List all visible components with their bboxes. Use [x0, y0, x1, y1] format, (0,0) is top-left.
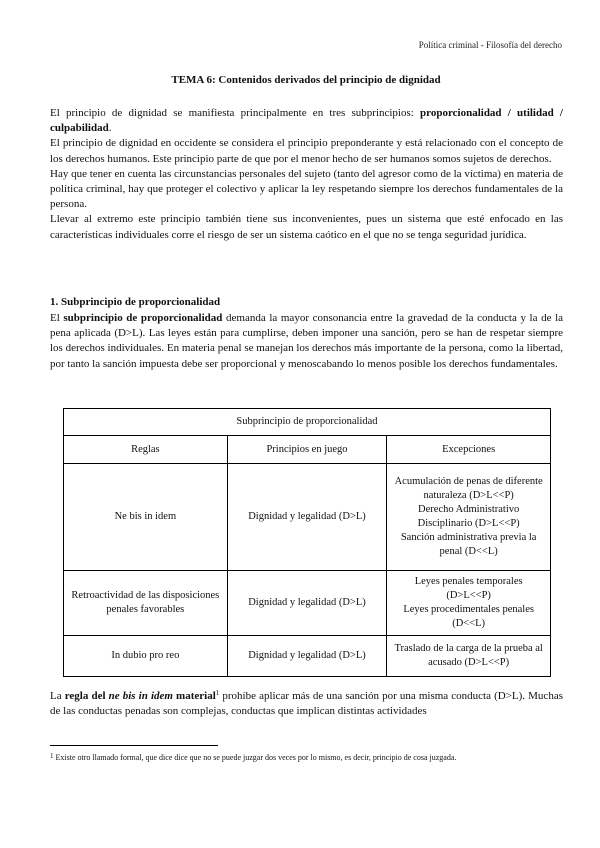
- table-row: [64, 571, 551, 636]
- table-cell-regla: Ne bis in idem: [64, 464, 228, 571]
- page-title: TEMA 6: Contenidos derivados del principio de dignidad: [171, 74, 441, 86]
- exception-item: Leyes penales temporales (D>L<<P): [414, 576, 523, 601]
- running-header: Política criminal - Filosofía del derecho: [418, 40, 562, 50]
- footnote-mark: 1: [50, 752, 54, 760]
- section-para-rest: demanda la mayor consonancia entre la gravedad de la conducta y la de la pena aplicada (D>L). Las leyes están para cumplirse, deben imponer una sanción, pero se han de respetar siempre los derechos individuales. En materia penal se manejan los derechos más importante de la persona, como la libertad, por tanto la sanción impuesta debe ser proporcional y menoscabando lo menos posible los derechos fundamentales.: [50, 312, 564, 370]
- ne-bis-in-idem-text: [50, 689, 563, 719]
- ne-bis-in-idem-paragraph: [50, 689, 563, 719]
- section-heading: 1. Subprincipio de proporcionalidad: [50, 296, 221, 308]
- section-paragraph: [50, 311, 563, 372]
- footnote-reference[interactable]: 1: [215, 689, 220, 697]
- table-header-excepciones: Excepciones: [387, 436, 551, 464]
- exception-item: Acumulación de penas de diferente naturaleza (D>L<<P): [394, 476, 543, 501]
- intro-p1-end: .: [108, 122, 112, 135]
- table-cell-regla: In dubio pro reo: [64, 636, 228, 677]
- intro-p1-bold: proporcionalidad / utilidad / culpabilidad: [50, 107, 563, 135]
- final-rest: prohíbe aplicar más de una sanción por una misma conducta (D>L). Muchas de las conductas penadas son complejas, conductas que implican distintas actividades: [50, 690, 563, 718]
- table-cell-excepciones: [387, 464, 551, 571]
- exception-item: Derecho Administrativo Disciplinario (D>L<<P): [417, 504, 520, 529]
- exception-item: Sanción administrativa previa la penal (D<<L): [400, 532, 537, 557]
- intro-section: [50, 106, 563, 243]
- final-italic: ne bis in idem: [108, 690, 173, 702]
- exception-item: Leyes procedimentales penales (D<<L): [403, 604, 534, 629]
- table-header-reglas: Reglas: [64, 436, 228, 464]
- intro-paragraph-4: Llevar al extremo este principio también tiene sus inconvenientes, pues un sistema que esté enfocado en las características individuales corre el riesgo de ser un sistema caótico en el que no se tenga seguridad jurídica.: [50, 213, 563, 241]
- section-para-bold: subprincipio de proporcionalidad: [63, 312, 223, 324]
- intro-p1-text: El principio de dignidad se manifiesta principalmente en tres subprincipios:: [50, 107, 421, 119]
- intro-paragraph-1: [50, 106, 563, 136]
- intro-paragraph-2: El principio de dignidad en occidente se considera el principio preponderante y está relacionado con el concepto de los derechos humanos. Este principio parte de que por el menor hecho de ser humanos somos sujetos de derechos.: [50, 137, 563, 165]
- table-cell-principios: Dignidad y legalidad (D>L): [227, 464, 387, 571]
- table-caption: Subprincipio de proporcionalidad: [64, 409, 551, 436]
- section-para-start: El: [50, 312, 64, 324]
- table-cell-excepciones: [387, 571, 551, 636]
- table-row: [64, 636, 551, 677]
- final-bold-1: regla del: [64, 690, 109, 702]
- intro-paragraph-3: Hay que tener en cuenta las circunstancias personales del sujeto (tanto del agresor como de la víctima) en materia de política criminal, hay que proteger el colectivo y aplicar la ley respetando siempre los derechos fundamentales de la persona.: [50, 167, 563, 211]
- proportionality-table: [63, 408, 551, 677]
- final-bold-2: material: [172, 690, 216, 702]
- footnote-divider: [50, 745, 218, 746]
- section-paragraph-text: [50, 311, 563, 372]
- table-cell-principios: Dignidad y legalidad (D>L): [227, 571, 387, 636]
- exception-item: Traslado de la carga de la prueba al acusado (D>L<<P): [394, 643, 543, 668]
- footnote: [50, 752, 563, 764]
- final-start: La: [50, 690, 65, 702]
- table-cell-regla: Retroactividad de las disposiciones penales favorables: [64, 571, 228, 636]
- footnote-text: Existe otro llamado formal, que dice dice que no se puede juzgar dos veces por lo mismo, es decir, principio de cosa juzgada.: [53, 753, 457, 762]
- table-cell-principios: Dignidad y legalidad (D>L): [227, 636, 387, 677]
- table-header-principios: Principios en juego: [227, 436, 387, 464]
- table-cell-excepciones: [387, 636, 551, 677]
- table-row: [64, 464, 551, 571]
